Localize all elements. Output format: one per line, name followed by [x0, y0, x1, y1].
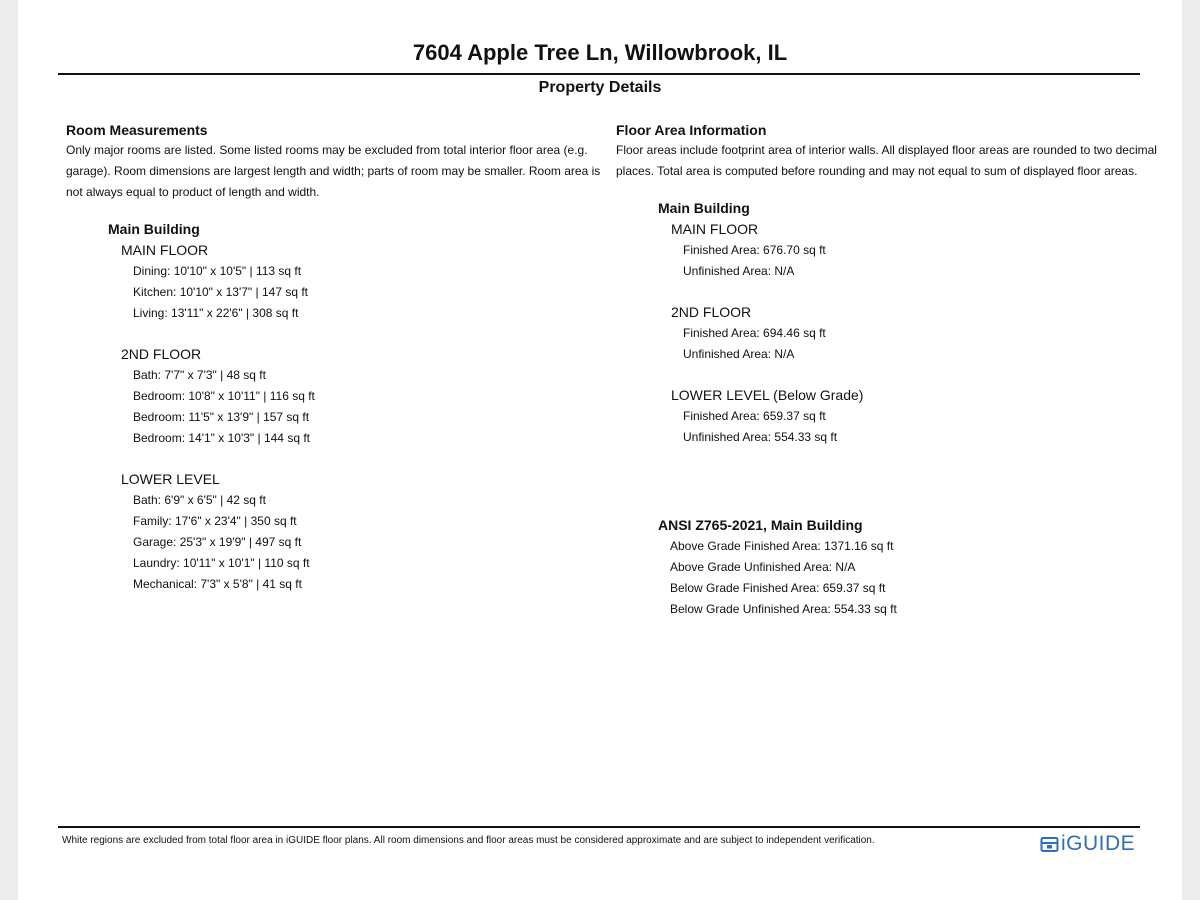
room-row: Bedroom: 11'5" x 13'9" | 157 sq ft — [133, 410, 310, 424]
room-row: Garage: 25'3" x 19'9" | 497 sq ft — [133, 535, 302, 549]
area-row: Unfinished Area: N/A — [683, 347, 795, 361]
floor-area-note: Floor areas include footprint area of interior walls. All displayed floor areas are rounded to two decimal places. Total area is computed before rounding and may not equal to sum of displayed floor areas. — [616, 143, 1157, 178]
area-row: Finished Area: 659.37 sq ft — [683, 409, 826, 423]
room-floor-group — [108, 344, 611, 449]
room-row: Kitchen: 10'10" x 13'7" | 147 sq ft — [133, 285, 308, 299]
page-title: 7604 Apple Tree Ln, Willowbrook, IL — [412, 40, 788, 65]
room-measurements-note: Only major rooms are listed. Some listed rooms may be excluded from total interior floor area (e.g. garage). Room dimensions are largest length and width; parts of room may be smaller. Room area is not always equal to product of length and width. — [66, 143, 601, 199]
floor-area-section — [616, 121, 1161, 448]
document-page — [18, 0, 1182, 900]
floor-name: LOWER LEVEL — [121, 471, 220, 487]
area-row: Unfinished Area: N/A — [683, 264, 795, 278]
room-row: Living: 13'11" x 22'6" | 308 sq ft — [133, 306, 299, 320]
room-row: Mechanical: 7'3" x 5'8" | 41 sq ft — [133, 577, 302, 591]
ansi-row: Below Grade Finished Area: 659.37 sq ft — [670, 581, 886, 595]
area-floor-group — [658, 219, 1161, 282]
title-divider — [58, 73, 1140, 75]
room-row: Bedroom: 14'1" x 10'3" | 144 sq ft — [133, 431, 310, 445]
floor-name: 2ND FLOOR — [121, 346, 202, 362]
floor-area-title: Floor Area Information — [616, 122, 767, 138]
ansi-row: Above Grade Unfinished Area: N/A — [670, 560, 856, 574]
area-row: Finished Area: 676.70 sq ft — [683, 243, 826, 257]
area-building-block — [616, 198, 1161, 448]
floor-name: LOWER LEVEL (Below Grade) — [671, 387, 864, 403]
floor-name: 2ND FLOOR — [671, 304, 752, 320]
room-row: Bath: 7'7" x 7'3" | 48 sq ft — [133, 368, 266, 382]
area-row: Unfinished Area: 554.33 sq ft — [683, 430, 838, 444]
room-floor-group — [108, 240, 611, 324]
room-row: Bedroom: 10'8" x 10'11" | 116 sq ft — [133, 389, 315, 403]
room-floor-group — [108, 469, 611, 595]
area-floor-group — [658, 385, 1161, 448]
room-building-title: Main Building — [108, 221, 200, 237]
ansi-title: ANSI Z765-2021, Main Building — [658, 517, 863, 533]
room-row: Family: 17'6" x 23'4" | 350 sq ft — [133, 514, 297, 528]
room-row: Dining: 10'10" x 10'5" | 113 sq ft — [133, 264, 302, 278]
room-row: Bath: 6'9" x 6'5" | 42 sq ft — [133, 493, 266, 507]
room-row: Laundry: 10'11" x 10'1" | 110 sq ft — [133, 556, 310, 570]
area-building-title: Main Building — [658, 200, 750, 216]
iguide-logo-icon — [1040, 835, 1059, 854]
page-subtitle: Property Details — [538, 79, 662, 96]
footer-disclaimer: White regions are excluded from total floor area in iGUIDE floor plans. All room dimensions and floor areas must be considered approximate and are subject to independent verification. — [62, 835, 875, 846]
ansi-row: Above Grade Finished Area: 1371.16 sq ft — [670, 539, 894, 553]
ansi-row: Below Grade Unfinished Area: 554.33 sq ft — [670, 602, 897, 616]
floor-name: MAIN FLOOR — [121, 242, 209, 258]
room-measurements-title: Room Measurements — [66, 122, 208, 138]
floor-name: MAIN FLOOR — [671, 221, 759, 237]
footer-divider — [58, 826, 1140, 828]
room-building-block — [66, 219, 611, 595]
room-measurements-section — [66, 121, 611, 595]
iguide-logo — [1040, 831, 1135, 857]
area-floor-group — [658, 302, 1161, 365]
ansi-section — [658, 515, 1158, 620]
area-row: Finished Area: 694.46 sq ft — [683, 326, 826, 340]
iguide-logo-text: iGUIDE — [1061, 832, 1136, 855]
